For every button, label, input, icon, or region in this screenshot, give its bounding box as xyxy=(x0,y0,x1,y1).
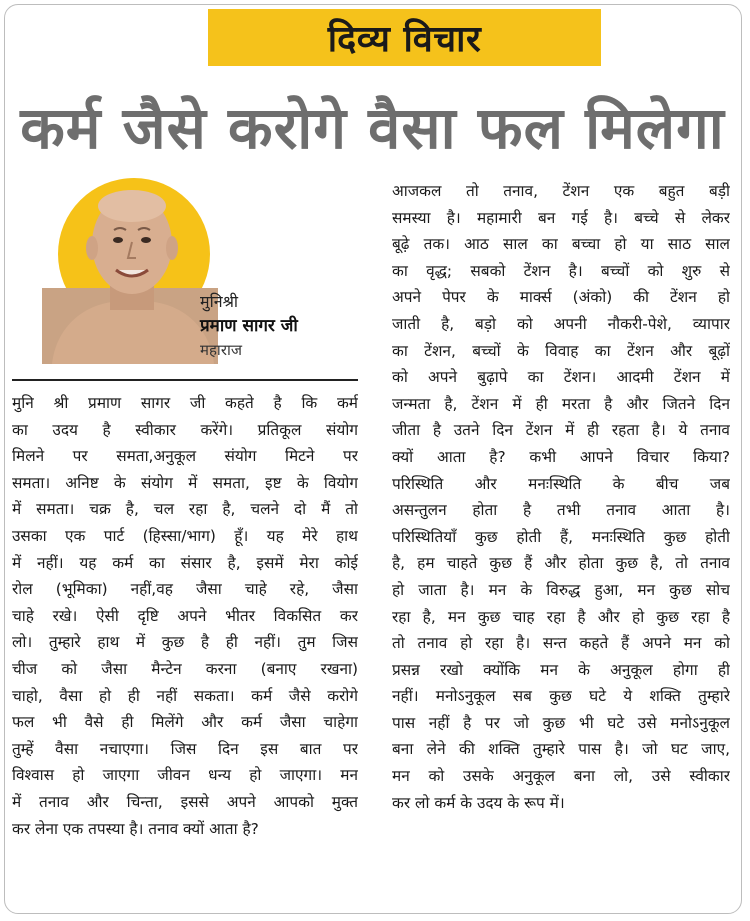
author-name: प्रमाण सागर जी xyxy=(200,316,298,336)
text-line: आजकल तो तनाव, टेंशन एक बहुत बड़ी xyxy=(392,182,730,200)
text-line: जाती है, बड़ो को अपनी नौकरी-पेशे, व्यापार xyxy=(392,314,730,333)
text-line: रोल (भूमिका) नहीं,वह जैसा चाहे रहे, जैसा xyxy=(12,580,358,599)
text-line: असन्तुलन होता है तभी तनाव आता है। xyxy=(392,501,730,520)
text-line: का वृद्ध; सबको टेंशन है। बच्चों को शुरु से xyxy=(392,261,730,280)
author-prefix: मुनिश्री xyxy=(200,292,239,311)
section-label: दिव्य विचार xyxy=(327,19,482,60)
author-suffix: महाराज xyxy=(200,341,242,359)
text-line: में समता। चक्र है, चल रहा है, चलने दो मैं तो xyxy=(12,500,358,519)
text-line: को अपने बुढ़ापे का टेंशन। आदमी टेंशन में xyxy=(392,368,730,387)
text-line: मन को उसके अनुकूल बना लो, उसे स्वीकार xyxy=(392,767,730,786)
text-line: हो जाता है। मन के विरुद्ध हुआ, मन कुछ सोच xyxy=(392,580,730,599)
text-line: नहीं। मनोऽनुकूल सब कुछ घटे ये शक्ति तुम्हारे xyxy=(392,687,730,706)
section-banner xyxy=(208,9,601,66)
text-line: समस्या है। महामारी बन गई है। बच्चे से लेकर xyxy=(392,208,730,227)
text-line: रहा है, मन कुछ चाह रहा है और हो कुछ रहा है xyxy=(392,607,730,626)
text-line: चाहे रखे। ऐसी दृष्टि अपने भीतर विकसित कर xyxy=(12,606,358,625)
text-line: का टेंशन, बच्चों के विवाह का टेंशन और बूढ़ों xyxy=(392,341,730,360)
portrait-figure xyxy=(42,178,218,364)
text-line: तो तनाव हो रहा है। सन्त कहते हैं अपने मन को xyxy=(392,634,730,653)
text-line: विश्वास हो जाएगा जीवन धन्य हो जाएगा। मन xyxy=(12,766,358,785)
text-line: समता। अनिष्ट के संयोग में समता, इष्ट के वियोग xyxy=(12,473,358,492)
left-column-text xyxy=(12,390,358,842)
text-line: क्यों आता है? कभी आपने विचार किया? xyxy=(392,447,730,466)
text-line: है, हम चाहते कुछ हैं और होता कुछ है, तो तनाव xyxy=(392,554,730,573)
text-line: पास नहीं है पर जो कुछ भी घटे उसे मनोऽनुकूल xyxy=(392,713,730,732)
text-line: मुनि श्री प्रमाण सागर जी कहते है कि कर्म xyxy=(12,394,358,412)
author-portrait xyxy=(42,178,218,364)
text-line: का उदय है स्वीकार करेंगे। प्रतिकूल संयोग xyxy=(12,420,358,439)
text-line: जीता है उतने दिन टेंशन में ही रहता है। ये तनाव xyxy=(392,421,730,440)
column-divider-rule xyxy=(12,379,358,381)
text-line: परिस्थितियाँ कुछ होती हैं, मनःस्थिति कुछ होती xyxy=(392,527,730,546)
text-line: चाहो, वैसा हो ही नहीं सकता। कर्म जैसे करोगे xyxy=(12,686,358,705)
headline: कर्म जैसे करोगे वैसा फल मिलेगा xyxy=(20,93,725,162)
text-line: फल भी वैसे ही मिलेंगे और कर्म जैसा चाहेगा xyxy=(12,713,358,732)
text-line: बना लेने की शक्ति तुम्हारे पास है। जो घट जाए, xyxy=(392,740,730,759)
author-byline xyxy=(200,290,298,362)
text-line: कर लो कर्म के उदय के रूप में। xyxy=(392,793,565,812)
text-line: चीज को जैसा मैन्टेन करना (बनाए रखना) xyxy=(12,659,358,678)
text-line: में नहीं। यह कर्म का संसार है, इसमें मेरा कोई xyxy=(12,553,358,572)
text-line: मिलने पर समता,अनुकूल संयोग मिटने पर xyxy=(12,447,358,466)
text-line: कर लेना एक तपस्या है। तनाव क्यों आता है? xyxy=(12,819,259,838)
text-line: तुम्हें वैसा नचाएगा। जिस दिन इस बात पर xyxy=(12,739,358,758)
text-line: परिस्थिति और मनःस्थिति के बीच जब xyxy=(392,474,730,493)
text-line: उसका एक पार्ट (हिस्सा/भाग) हूँ। यह मेरे हाथ xyxy=(12,526,358,545)
text-line: लो। तुम्हारे हाथ में कुछ है ही नहीं। तुम जिस xyxy=(12,633,358,652)
text-line: जन्मता है, टेंशन में ही मरता है और जितने दिन xyxy=(392,394,730,413)
text-line: में तनाव और चिन्ता, इससे अपने आपको मुक्त xyxy=(12,792,358,811)
text-line: प्रसन्न रखो क्योंकि मन के अनुकूल होगा ही xyxy=(392,660,730,679)
text-line: बूढ़े तक। आठ साल का बच्चा हो या साठ साल xyxy=(392,235,730,254)
text-line: अपने पेपर के मार्क्स (अंको) की टेंशन हो xyxy=(392,288,730,307)
right-column-text xyxy=(392,178,730,816)
